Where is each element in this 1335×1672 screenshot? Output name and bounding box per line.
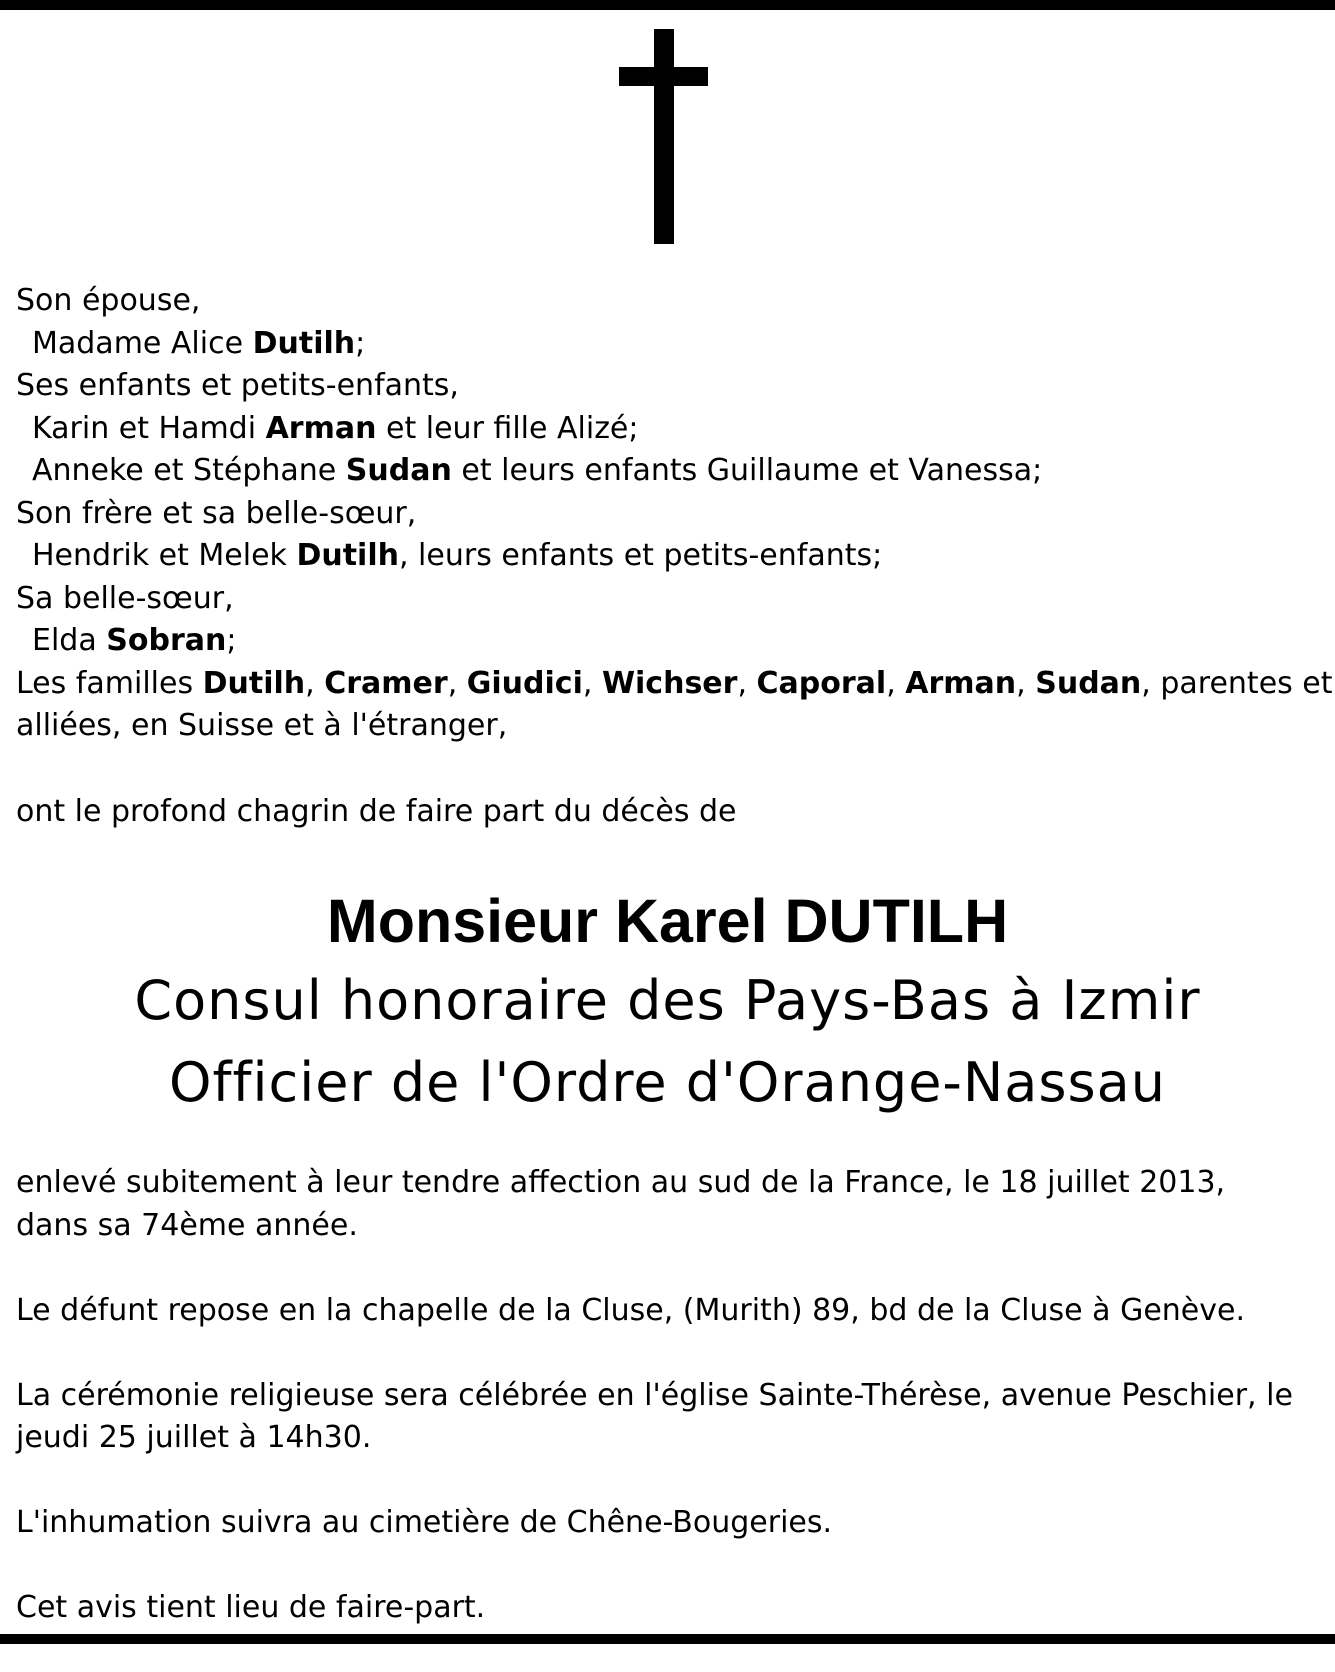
text-run: et leur fille Alizé; — [376, 410, 639, 446]
surname: Wichser — [601, 665, 738, 701]
sibling-intro: Son frère et sa belle-sœur, — [16, 495, 417, 531]
sibling-line — [16, 535, 1321, 578]
text-run: ; — [355, 325, 366, 361]
surname: Dutilh — [202, 665, 306, 701]
bottom-rule — [0, 1634, 1335, 1644]
title-consul: Consul honoraire des Pays-Bas à Izmir — [134, 969, 1201, 1032]
child2-line — [16, 450, 1321, 493]
death-line-2: dans sa 74ème année. — [16, 1207, 358, 1243]
surname: Sudan — [345, 453, 452, 488]
ceremony-line-2: jeudi 25 juillet à 14h30. — [16, 1420, 372, 1455]
text-run: , — [305, 665, 325, 701]
text-run: Anneke et Stéphane — [32, 453, 346, 488]
text-run: et leurs enfants Guillaume et Vanessa; — [451, 453, 1043, 488]
surname: Giudici — [466, 665, 583, 701]
text-run: Elda — [32, 623, 107, 658]
families-line-2: alliées, en Suisse et à l'étranger, — [16, 708, 508, 743]
sister-in-law-line — [16, 620, 1321, 663]
surname: Caporal — [756, 665, 887, 701]
latin-cross-icon — [619, 29, 708, 244]
families-line — [16, 663, 1333, 706]
surname: Dutilh — [296, 538, 399, 573]
text-run: Karin et Hamdi — [32, 410, 266, 446]
title-order: Officier de l'Ordre d'Orange-Nassau — [169, 1051, 1166, 1114]
deceased-name: Monsieur Karel DUTILH — [326, 887, 1009, 955]
ceremony-line-1: La cérémonie religieuse sera célébrée en l'église Sainte-Thérèse, avenue Peschier, le — [16, 1377, 1293, 1413]
details-section — [16, 1162, 1321, 1672]
text-run: , leurs enfants et petits-enfants; — [398, 538, 883, 573]
child1-line — [16, 408, 1321, 451]
text-run: Les familles — [16, 665, 203, 701]
wife-intro: Son épouse, — [16, 283, 201, 318]
ceremony-paragraph — [16, 1375, 1321, 1460]
burial-info: L'inhumation suivra au cimetière de Chêne-Bougeries. — [16, 1505, 833, 1540]
text-run: , — [886, 665, 906, 701]
sister-in-law-intro: Sa belle-sœur, — [16, 580, 234, 616]
death-paragraph — [16, 1162, 1321, 1247]
text-run: , — [447, 665, 467, 701]
surname: Sobran — [106, 623, 227, 658]
text-run: , — [582, 665, 602, 701]
surname: Cramer — [324, 665, 448, 701]
surname: Dutilh — [252, 325, 356, 361]
surname: Sudan — [1035, 665, 1142, 701]
rest-place: Le défunt repose en la chapelle de la Cluse, (Murith) 89, bd de la Cluse à Genève. — [16, 1292, 1245, 1328]
text-run: ; — [226, 623, 237, 658]
family-list — [16, 280, 1333, 748]
wife-line — [16, 323, 1321, 366]
death-line-1: enlevé subitement à leur tendre affection au sud de la France, le 18 juillet 2013, — [16, 1165, 1226, 1200]
text-run: Madame Alice — [32, 325, 253, 361]
top-rule — [0, 0, 1335, 10]
announcement-intro: ont le profond chagrin de faire part du décès de — [16, 794, 737, 829]
surname: Arman — [265, 410, 377, 446]
surname: Arman — [905, 665, 1017, 701]
closing-note: Cet avis tient lieu de faire-part. — [16, 1590, 486, 1625]
text-run: , — [737, 665, 757, 701]
text-run: , — [1016, 665, 1036, 701]
text-run: , parentes et — [1141, 665, 1333, 701]
text-run: Hendrik et Melek — [32, 538, 297, 573]
deceased-block — [0, 882, 1335, 1124]
children-intro: Ses enfants et petits-enfants, — [16, 368, 459, 403]
